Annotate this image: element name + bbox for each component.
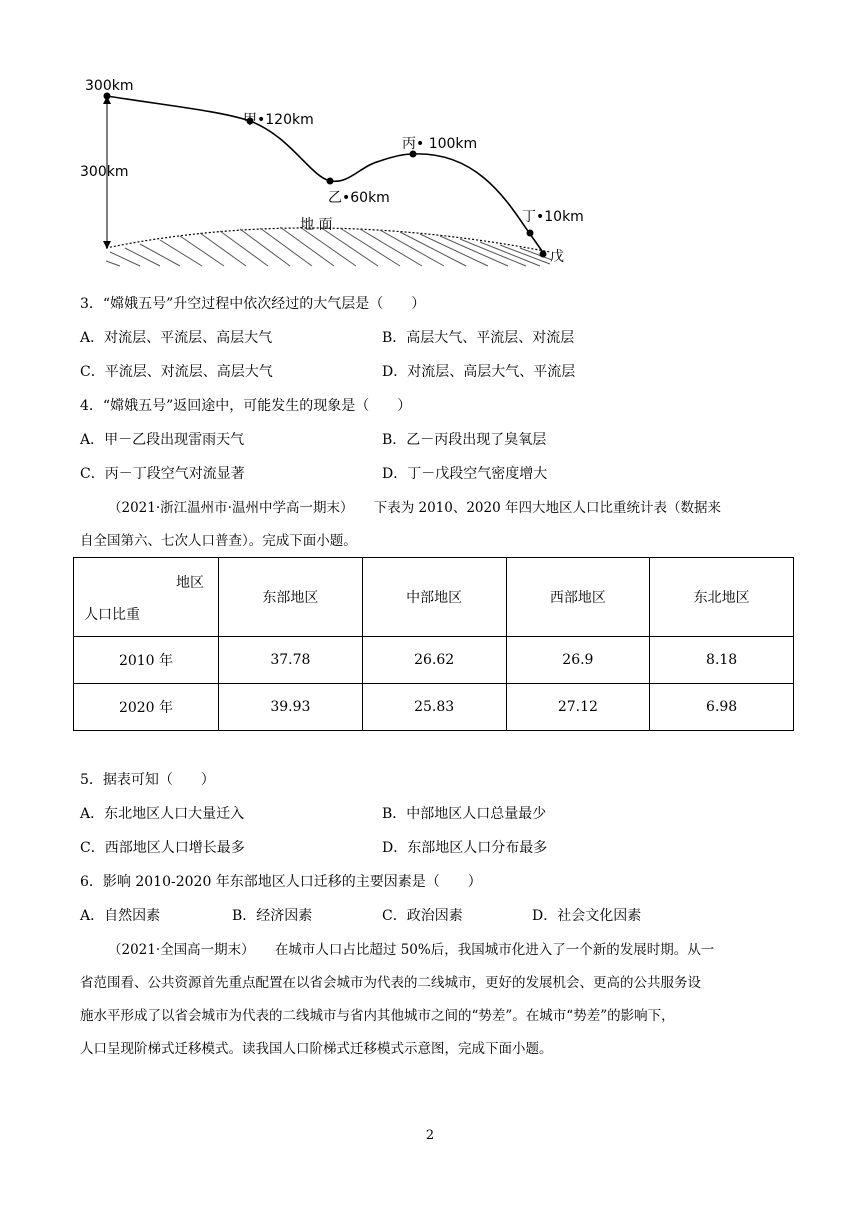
table-row (74, 684, 794, 731)
trajectory-figure (80, 66, 600, 276)
label-wu: 戊 (550, 249, 564, 265)
q5-option-d: D．东部地区人口分布最多 (382, 840, 548, 856)
q4-option-a: A．甲－乙段出现雷雨天气 (80, 432, 245, 448)
q3-option-b: B．高层大气、平流层、对流层 (382, 330, 575, 346)
table-header-row (74, 558, 794, 637)
label-top: 300km (85, 78, 134, 94)
q4-option-b: B．乙－丙段出现了臭氧层 (382, 432, 547, 448)
intro1-line1: （2021·浙江温州市·温州中学高一期末） 下表为 2010、2020 年四大地区人口比重统计表（数据来 (108, 500, 721, 516)
q4-stem: 4．“嫦娥五号”返回途中，可能发生的现象是（ ） (80, 398, 412, 414)
table-cell: 26.9 (506, 637, 650, 684)
q3-option-a: A．对流层、平流层、高层大气 (80, 330, 273, 346)
q5-option-a: A．东北地区人口大量迁入 (80, 806, 245, 822)
q6-option-c: C．政治因素 (382, 908, 463, 924)
label-height: 300km (80, 164, 129, 180)
table-row (74, 637, 794, 684)
corner-header-region: 地区 (176, 575, 204, 591)
table-cell: 26.62 (362, 637, 506, 684)
q5-option-c: C．西部地区人口增长最多 (80, 840, 245, 856)
q3-stem: 3．“嫦娥五号”升空过程中依次经过的大气层是（ ） (80, 296, 426, 312)
table-corner-header (74, 558, 219, 637)
table-cell: 25.83 (362, 684, 506, 731)
intro2-line1: （2021·全国高一期末） 在城市人口占比超过 50%后，我国城市化进入了一个新的发展时期。从一 (108, 942, 715, 958)
column-header: 西部地区 (506, 558, 650, 637)
table-cell: 37.78 (219, 637, 363, 684)
table-cell: 39.93 (219, 684, 363, 731)
q6-option-a: A．自然因素 (80, 908, 161, 924)
table-cell: 6.98 (650, 684, 794, 731)
intro2-line4: 人口呈现阶梯式迁移模式。读我国人口阶梯式迁移模式示意图，完成下面小题。 (80, 1041, 553, 1057)
intro2-line3: 施水平形成了以省会城市为代表的二线城市与省内其他城市之间的“势差”。在城市“势差”的影响下， (80, 1008, 675, 1024)
q5-stem: 5．据表可知（ ） (80, 772, 215, 788)
label-ground: 地 面 (300, 217, 333, 233)
q6-stem: 6．影响 2010-2020 年东部地区人口迁移的主要因素是（ ） (80, 874, 482, 890)
column-header: 东北地区 (650, 558, 794, 637)
corner-header-share: 人口比重 (84, 607, 140, 623)
table-cell: 27.12 (506, 684, 650, 731)
table-cell: 8.18 (650, 637, 794, 684)
point-ding (527, 230, 534, 237)
label-yi: 乙•60km (328, 190, 390, 206)
intro1-line2: 自全国第六、七次人口普查）。完成下面小题。 (80, 533, 357, 549)
row-year: 2020 年 (74, 684, 219, 731)
q3-option-c: C．平流层、对流层、高层大气 (80, 364, 273, 380)
q6-option-d: D．社会文化因素 (532, 908, 642, 924)
point-yi (327, 178, 334, 185)
label-bing: 丙• 100km (402, 136, 478, 152)
population-table (73, 557, 794, 731)
q5-option-b: B．中部地区人口总量最少 (382, 806, 547, 822)
q4-option-c: C．丙－丁段空气对流显著 (80, 466, 245, 482)
column-header: 中部地区 (362, 558, 506, 637)
page-number: 2 (425, 1128, 435, 1143)
q3-option-d: D．对流层、高层大气、平流层 (382, 364, 576, 380)
q6-option-b: B．经济因素 (232, 908, 313, 924)
trajectory-diagram (80, 66, 600, 276)
label-jia: 甲•120km (243, 112, 314, 128)
point-wu (540, 251, 547, 258)
column-header: 东部地区 (219, 558, 363, 637)
q4-option-d: D．丁－戊段空气密度增大 (382, 466, 548, 482)
row-year: 2010 年 (74, 637, 219, 684)
label-ding: 丁•10km (522, 209, 584, 225)
intro2-line2: 省范围看、公共资源首先重点配置在以省会城市为代表的二线城市，更好的发展机会、更高的公共服务设 (80, 975, 701, 991)
